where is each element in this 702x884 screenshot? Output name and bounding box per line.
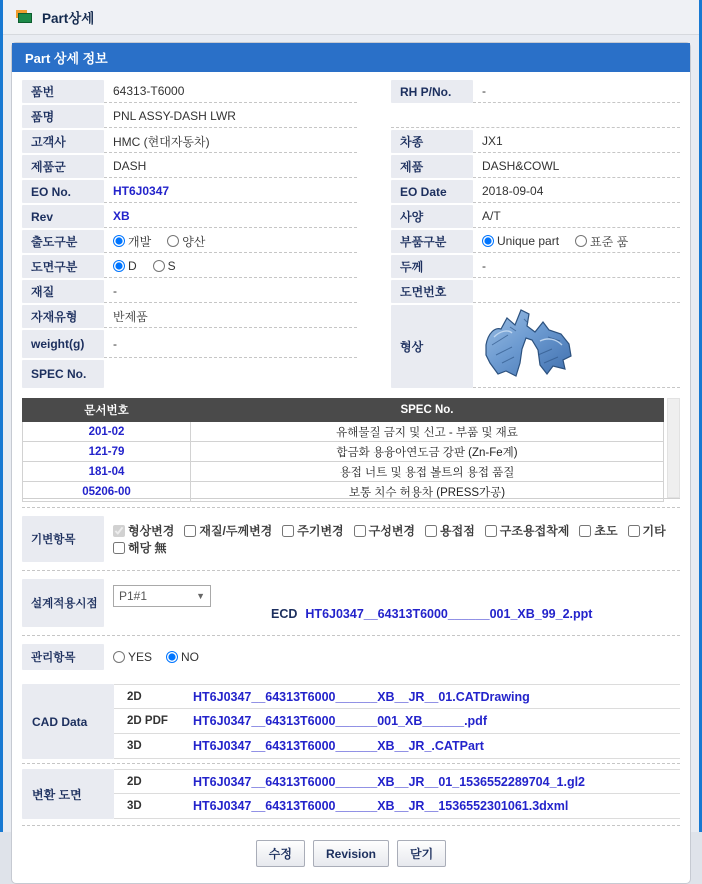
manage-item-radio-yes[interactable] (113, 651, 125, 663)
converted-3d-row (114, 794, 680, 819)
spec-doc-link[interactable]: 201-02 (88, 425, 125, 438)
material-type-label: 자재유형 (22, 305, 104, 328)
manage-item-label: 관리항목 (22, 644, 104, 670)
converted-2d-file-link[interactable]: HT6J0347__64313T6000______XB__JR__01_1536552289704_1.gl2 (193, 774, 586, 789)
spec-table-scrollbar[interactable] (667, 398, 680, 498)
customer-label: 고객사 (22, 130, 104, 153)
spec-desc: 유해물질 금지 및 신고 - 부품 및 재료 (191, 422, 664, 442)
thickness-value: - (473, 255, 680, 278)
spec-table-area (22, 398, 680, 499)
form-row (22, 179, 680, 204)
change-item-composition-checkbox[interactable] (354, 525, 366, 537)
converted-3d-file-link[interactable]: HT6J0347__64313T6000______XB__JR__1536552301061.3dxml (193, 799, 569, 813)
divider (22, 763, 680, 764)
change-items-row (12, 516, 690, 562)
eo-no-label: EO No. (22, 180, 104, 203)
form-row (22, 129, 680, 154)
customer-value: HMC (현대자동차) (104, 130, 357, 153)
form-row (22, 204, 680, 229)
spec-no-value (104, 360, 357, 388)
eo-date-label: EO Date (391, 180, 473, 203)
spec-row (23, 422, 664, 442)
thickness-label: 두께 (391, 255, 473, 278)
weight-value: - (104, 330, 357, 358)
shape-image-cell (473, 305, 680, 388)
form-row (22, 79, 680, 104)
change-item-etc[interactable]: 기타 (628, 522, 666, 539)
change-item-shape[interactable]: 형상변경 (113, 522, 174, 539)
change-item-material[interactable]: 재질/두께변경 (184, 522, 272, 539)
spec-desc: 보통 치수 허용차 (PRESS가공) (191, 482, 664, 502)
spec-doc-link[interactable]: 121-79 (88, 445, 125, 458)
edit-button[interactable]: 수정 (256, 840, 305, 867)
chevron-down-icon: ▼ (196, 591, 205, 601)
cad-3d-row (114, 734, 680, 759)
divider (22, 570, 680, 571)
change-item-etc-checkbox[interactable] (628, 525, 640, 537)
divider (22, 635, 680, 636)
cad-2d-row (114, 684, 680, 709)
release-type-label: 출도구분 (22, 230, 104, 253)
car-model-value: JX1 (473, 130, 680, 153)
product-group-label: 제품군 (22, 155, 104, 178)
material-label: 재질 (22, 280, 104, 303)
part-no-label: 품번 (22, 80, 104, 103)
change-item-first[interactable]: 초도 (579, 522, 617, 539)
change-item-none[interactable]: 해당 無 (113, 539, 167, 556)
spec-row (23, 442, 664, 462)
rev-label: Rev (22, 205, 104, 228)
change-item-adhesive[interactable]: 구조용접착제 (485, 522, 570, 539)
app-title: Part상세 (42, 11, 95, 26)
drawing-type-radio-d[interactable] (113, 260, 125, 272)
form-row (22, 229, 680, 254)
design-apply-select[interactable]: P1#1 ▼ (113, 585, 211, 607)
manage-item-option-yes[interactable]: YES (113, 650, 152, 664)
form-row (22, 279, 680, 304)
weight-label: weight(g) (22, 330, 104, 358)
converted-3d-type: 3D (127, 800, 142, 812)
eo-date-value: 2018-09-04 (473, 180, 680, 203)
cad-data-block (22, 684, 680, 759)
material-type-value: 반제품 (104, 305, 357, 328)
change-item-material-checkbox[interactable] (184, 525, 196, 537)
ecd-file-link[interactable]: HT6J0347__64313T6000______001_XB_99_2.ppt (305, 607, 593, 621)
change-item-cycle[interactable]: 주기변경 (282, 522, 343, 539)
rh-pno-label: RH P/No. (391, 80, 473, 103)
design-apply-row (12, 579, 690, 627)
manage-item-row (12, 644, 690, 670)
part-type-radio-unique[interactable] (482, 235, 494, 247)
change-item-first-checkbox[interactable] (579, 525, 591, 537)
spec-doc-link[interactable]: 181-04 (88, 465, 125, 478)
part-name-label: 품명 (22, 105, 104, 128)
detail-panel (11, 42, 691, 884)
part-shape-image (482, 305, 574, 381)
spec-row (23, 482, 664, 502)
material-value: - (104, 280, 357, 303)
app-icon (16, 10, 33, 24)
release-type-option-mass[interactable]: 양산 (167, 233, 205, 250)
app-header (3, 0, 699, 35)
converted-2d-type: 2D (127, 775, 142, 788)
change-item-none-checkbox[interactable] (113, 542, 125, 554)
cad-2dpdf-file-link[interactable]: HT6J0347__64313T6000______001_XB______.pdf (193, 714, 487, 728)
footer-buttons (12, 840, 690, 867)
change-item-weld-point[interactable]: 용접점 (425, 522, 475, 539)
design-apply-label: 설계적용시점 (22, 579, 104, 627)
form-row (22, 154, 680, 179)
cad-2dpdf-row (114, 709, 680, 734)
divider (22, 825, 680, 826)
form-row (22, 254, 680, 279)
manage-item-option-no[interactable]: NO (166, 650, 199, 664)
spec-desc: 합금화 용융아연도금 강판 (Zn-Fe계) (191, 442, 664, 462)
drawing-type-option-s[interactable]: S (153, 259, 176, 273)
product-label: 제품 (391, 155, 473, 178)
cad-2d-file-link[interactable]: HT6J0347__64313T6000______XB__JR__01.CATDrawing (193, 689, 530, 704)
converted-drawing-label: 변환 도면 (22, 769, 114, 819)
release-type-option-dev[interactable]: 개발 (113, 233, 151, 250)
converted-drawing-block (22, 769, 680, 819)
spec-opt-value: A/T (473, 205, 680, 228)
change-item-cycle-checkbox[interactable] (282, 525, 294, 537)
change-item-weld-point-checkbox[interactable] (425, 525, 437, 537)
spec-opt-label: 사양 (391, 205, 473, 228)
cad-data-label: CAD Data (22, 684, 114, 759)
release-type-radio-dev[interactable] (113, 235, 125, 247)
spec-col-doc-no: 문서번호 (23, 399, 191, 422)
manage-item-radio-no[interactable] (166, 651, 178, 663)
drawing-no-label: 도면번호 (391, 280, 473, 303)
change-items-label: 기변항목 (22, 516, 104, 562)
drawing-type-option-d[interactable]: D (113, 259, 137, 273)
app-icon-front-layer (18, 13, 32, 23)
drawing-no-value (473, 280, 680, 303)
change-item-shape-checkbox[interactable] (113, 525, 125, 537)
form-row-shape-group (22, 304, 680, 389)
drawing-type-radio-s[interactable] (153, 260, 165, 272)
part-type-option-unique[interactable]: Unique part (482, 234, 559, 248)
eo-no-link[interactable]: HT6J0347 (113, 184, 170, 198)
ecd-label: ECD (271, 607, 298, 621)
part-type-label: 부품구분 (391, 230, 473, 253)
spec-desc: 용접 너트 및 용접 볼트의 용접 품질 (191, 462, 664, 482)
spec-col-spec-no: SPEC No. (191, 399, 664, 422)
cad-3d-file-link[interactable]: HT6J0347__64313T6000______XB__JR_.CATPart (193, 739, 484, 753)
revision-button[interactable]: Revision (313, 840, 389, 867)
part-type-option-standard[interactable]: 표준 품 (575, 233, 628, 250)
product-group-value: DASH (104, 155, 357, 178)
empty-right-value (391, 105, 680, 128)
spec-doc-link[interactable]: 05206-00 (82, 485, 131, 498)
rev-link[interactable]: XB (113, 209, 130, 223)
divider (22, 507, 680, 508)
detail-form (12, 72, 690, 389)
drawing-type-label: 도면구분 (22, 255, 104, 278)
spec-table (22, 398, 664, 502)
cad-2dpdf-type: 2D PDF (127, 715, 168, 727)
part-name-value: PNL ASSY-DASH LWR (104, 105, 357, 128)
spec-row (23, 462, 664, 482)
spec-no-label: SPEC No. (22, 360, 104, 388)
car-model-label: 차종 (391, 130, 473, 153)
release-type-radio-mass[interactable] (167, 235, 179, 247)
part-type-radio-standard[interactable] (575, 235, 587, 247)
shape-label: 형상 (391, 305, 473, 388)
form-row (22, 104, 680, 129)
product-value: DASH&COWL (473, 155, 680, 178)
change-item-composition[interactable]: 구성변경 (354, 522, 415, 539)
part-no-value: 64313-T6000 (104, 80, 357, 103)
cad-3d-type: 3D (127, 740, 142, 752)
panel-title: Part 상세 정보 (12, 43, 690, 72)
close-button[interactable]: 닫기 (397, 840, 446, 867)
converted-2d-row (114, 769, 680, 794)
change-item-adhesive-checkbox[interactable] (485, 525, 497, 537)
rh-pno-value: - (473, 80, 680, 103)
cad-2d-type: 2D (127, 690, 142, 703)
